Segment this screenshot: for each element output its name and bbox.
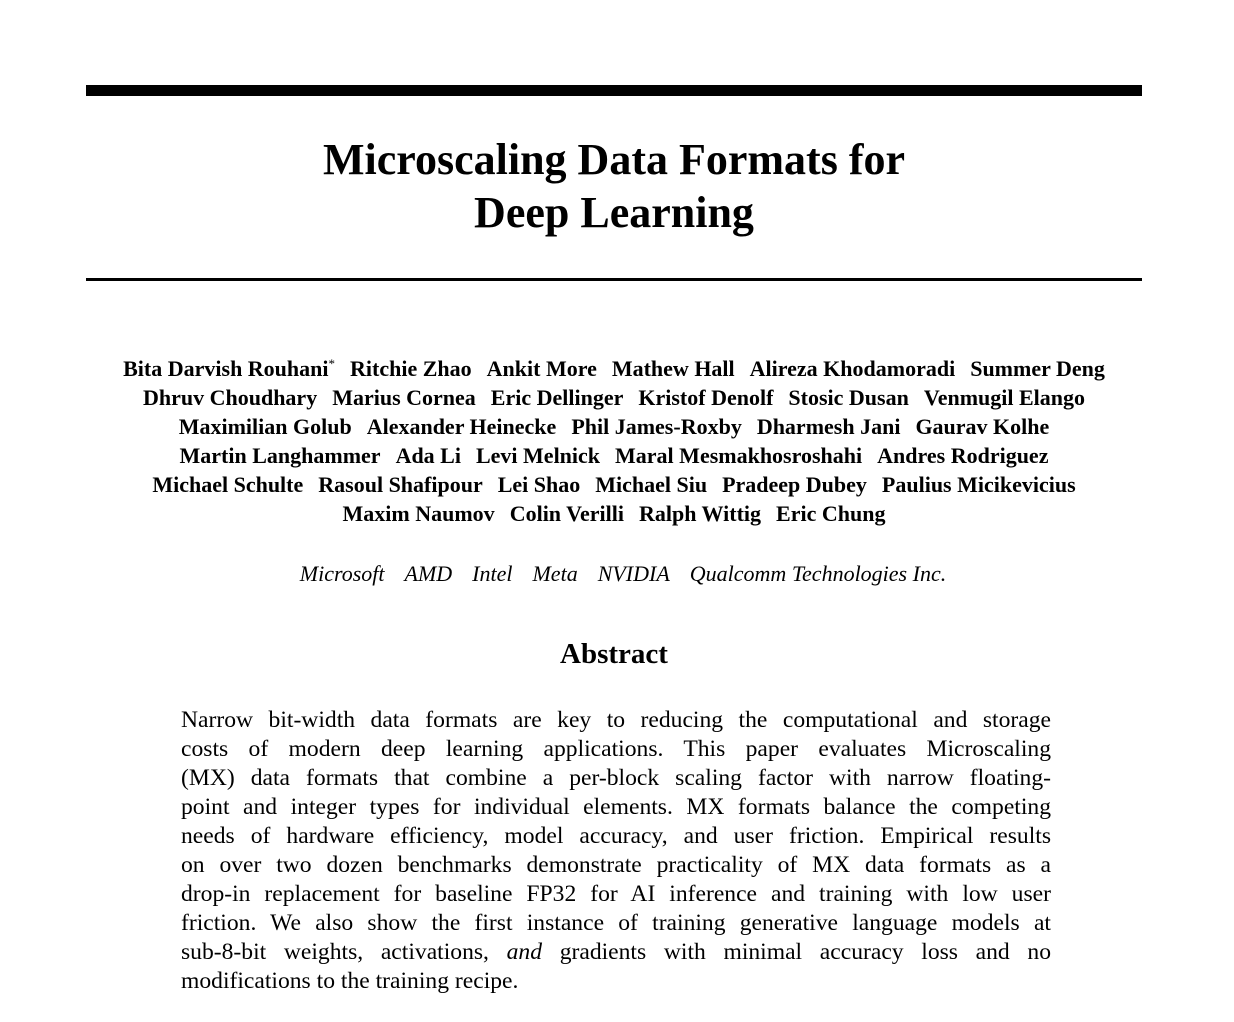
- author-line: [0, 441, 1228, 470]
- author-name-text: Maximilian Golub: [178, 414, 352, 439]
- author-name-text: Eric Dellinger: [490, 385, 624, 410]
- author-name-text: Ritchie Zhao: [350, 356, 472, 381]
- author-line: [0, 499, 1228, 528]
- author-name-text: Paulius Micikevicius: [881, 472, 1076, 497]
- author-name-text: Alireza Khodamoradi: [749, 356, 956, 381]
- author-name-text: Stosic Dusan: [788, 385, 909, 410]
- author-name-text: Venmugil Elango: [923, 385, 1086, 410]
- author-name: [498, 472, 581, 497]
- author-name-text: Michael Schulte: [152, 472, 304, 497]
- affiliation-list: [0, 559, 1234, 588]
- author-line: [0, 412, 1228, 441]
- author-name: [571, 414, 742, 439]
- abstract-line: [181, 938, 1051, 967]
- paper-title-line: Microscaling Data Formats for: [322, 135, 906, 184]
- author-name-text: Colin Verilli: [509, 501, 624, 526]
- author-name-text: Andres Rodriguez: [877, 443, 1049, 468]
- author-name-text: Marius Cornea: [332, 385, 476, 410]
- author-footnote-mark: *: [328, 356, 336, 371]
- author-name: [970, 356, 1105, 381]
- abstract-line: [181, 822, 1051, 851]
- title-bottom-rule: [86, 278, 1142, 281]
- abstract-text-run: costs of modern deep learning applications. This paper evaluates Microscaling: [181, 736, 1051, 762]
- author-name: [615, 443, 862, 468]
- author-name-text: Kristof Denolf: [638, 385, 774, 410]
- author-name: [612, 356, 735, 381]
- author-name: [350, 356, 472, 381]
- affiliation: Microsoft: [299, 561, 385, 586]
- author-name: [367, 414, 557, 439]
- affiliation: AMD: [404, 561, 453, 586]
- abstract-text-run: sub-8-bit weights, activations,: [181, 939, 507, 965]
- author-name: [318, 472, 482, 497]
- abstract-text-run: point and integer types for individual elements. MX formats balance the competing: [181, 794, 1051, 820]
- abstract-line: [181, 764, 1051, 793]
- author-name: [180, 443, 381, 468]
- author-name: [179, 414, 352, 439]
- affiliation: Intel: [472, 561, 513, 586]
- abstract-text-run: gradients with minimal accuracy loss and no: [542, 939, 1051, 965]
- author-line: [0, 383, 1228, 412]
- abstract-text-run: on over two dozen benchmarks demonstrate practicality of MX data formats as a: [181, 852, 1051, 878]
- author-name: [343, 501, 495, 526]
- author-name-text: Ada Li: [395, 443, 461, 468]
- abstract-line: [181, 909, 1051, 938]
- abstract-text-run: drop-in replacement for baseline FP32 for AI inference and training with low user: [181, 881, 1051, 907]
- author-name-text: Martin Langhammer: [179, 443, 381, 468]
- author-name-text: Levi Melnick: [475, 443, 601, 468]
- author-name-text: Pradeep Dubey: [722, 472, 867, 497]
- author-name: [757, 414, 901, 439]
- author-name: [638, 385, 773, 410]
- author-name: [924, 385, 1085, 410]
- author-name: [776, 501, 885, 526]
- affiliation: Qualcomm Technologies Inc.: [689, 561, 947, 586]
- abstract-text: [181, 706, 1051, 996]
- author-name: [595, 472, 707, 497]
- affiliation: Meta: [532, 561, 578, 586]
- author-name-text: Phil James-Roxby: [571, 414, 742, 439]
- author-list: [0, 354, 1228, 528]
- author-name-text: Summer Deng: [970, 356, 1105, 381]
- abstract-line: [181, 851, 1051, 880]
- author-name-text: Lei Shao: [497, 472, 581, 497]
- author-name-text: Eric Chung: [776, 501, 886, 526]
- author-name-text: Ralph Wittig: [638, 501, 762, 526]
- author-name: [152, 472, 303, 497]
- author-line: [0, 354, 1228, 383]
- author-name: [915, 414, 1049, 439]
- abstract-line: [181, 880, 1051, 909]
- paper-title: [0, 133, 1228, 239]
- abstract-emphasis: and: [506, 939, 543, 965]
- abstract-text-run: friction. We also show the first instance of training generative language models at: [181, 910, 1051, 936]
- abstract-text-run: (MX) data formats that combine a per-block scaling factor with narrow floating-: [181, 765, 1051, 791]
- author-name-text: Michael Siu: [595, 472, 708, 497]
- abstract-text-run: modifications to the training recipe.: [181, 968, 519, 994]
- author-name-text: Rasoul Shafipour: [318, 472, 483, 497]
- author-line: [0, 470, 1228, 499]
- author-name: [877, 443, 1048, 468]
- author-name: [332, 385, 476, 410]
- author-name: [491, 385, 624, 410]
- author-name-text: Alexander Heinecke: [366, 414, 557, 439]
- author-name-text: Gaurav Kolhe: [915, 414, 1050, 439]
- paper-title-line: Deep Learning: [474, 188, 754, 237]
- author-name-text: Maxim Naumov: [342, 501, 495, 526]
- affiliation: NVIDIA: [597, 561, 670, 586]
- title-top-rule: [86, 85, 1142, 96]
- author-name: [143, 385, 317, 410]
- author-name: [722, 472, 867, 497]
- author-name: [510, 501, 624, 526]
- author-name: [476, 443, 600, 468]
- author-name: [750, 356, 956, 381]
- author-name-text: Dhruv Choudhary: [142, 385, 318, 410]
- abstract-text-run: needs of hardware efficiency, model accuracy, and user friction. Empirical results: [181, 823, 1051, 849]
- author-name: [123, 356, 335, 381]
- abstract-text-run: Narrow bit-width data formats are key to reducing the computational and storage: [181, 707, 1051, 733]
- author-name-text: Dharmesh Jani: [756, 414, 901, 439]
- author-name: [487, 356, 597, 381]
- abstract-heading: Abstract: [560, 638, 668, 670]
- author-name-text: Mathew Hall: [611, 356, 735, 381]
- abstract-line: [181, 967, 1051, 996]
- author-name-text: Bita Darvish Rouhani: [123, 356, 329, 381]
- abstract-line: [181, 706, 1051, 735]
- author-name-text: Maral Mesmakhosroshahi: [615, 443, 863, 468]
- author-name: [396, 443, 461, 468]
- abstract-line: [181, 793, 1051, 822]
- author-name-text: Ankit More: [486, 356, 597, 381]
- author-name: [882, 472, 1076, 497]
- abstract-line: [181, 735, 1051, 764]
- author-name: [788, 385, 908, 410]
- author-name: [639, 501, 761, 526]
